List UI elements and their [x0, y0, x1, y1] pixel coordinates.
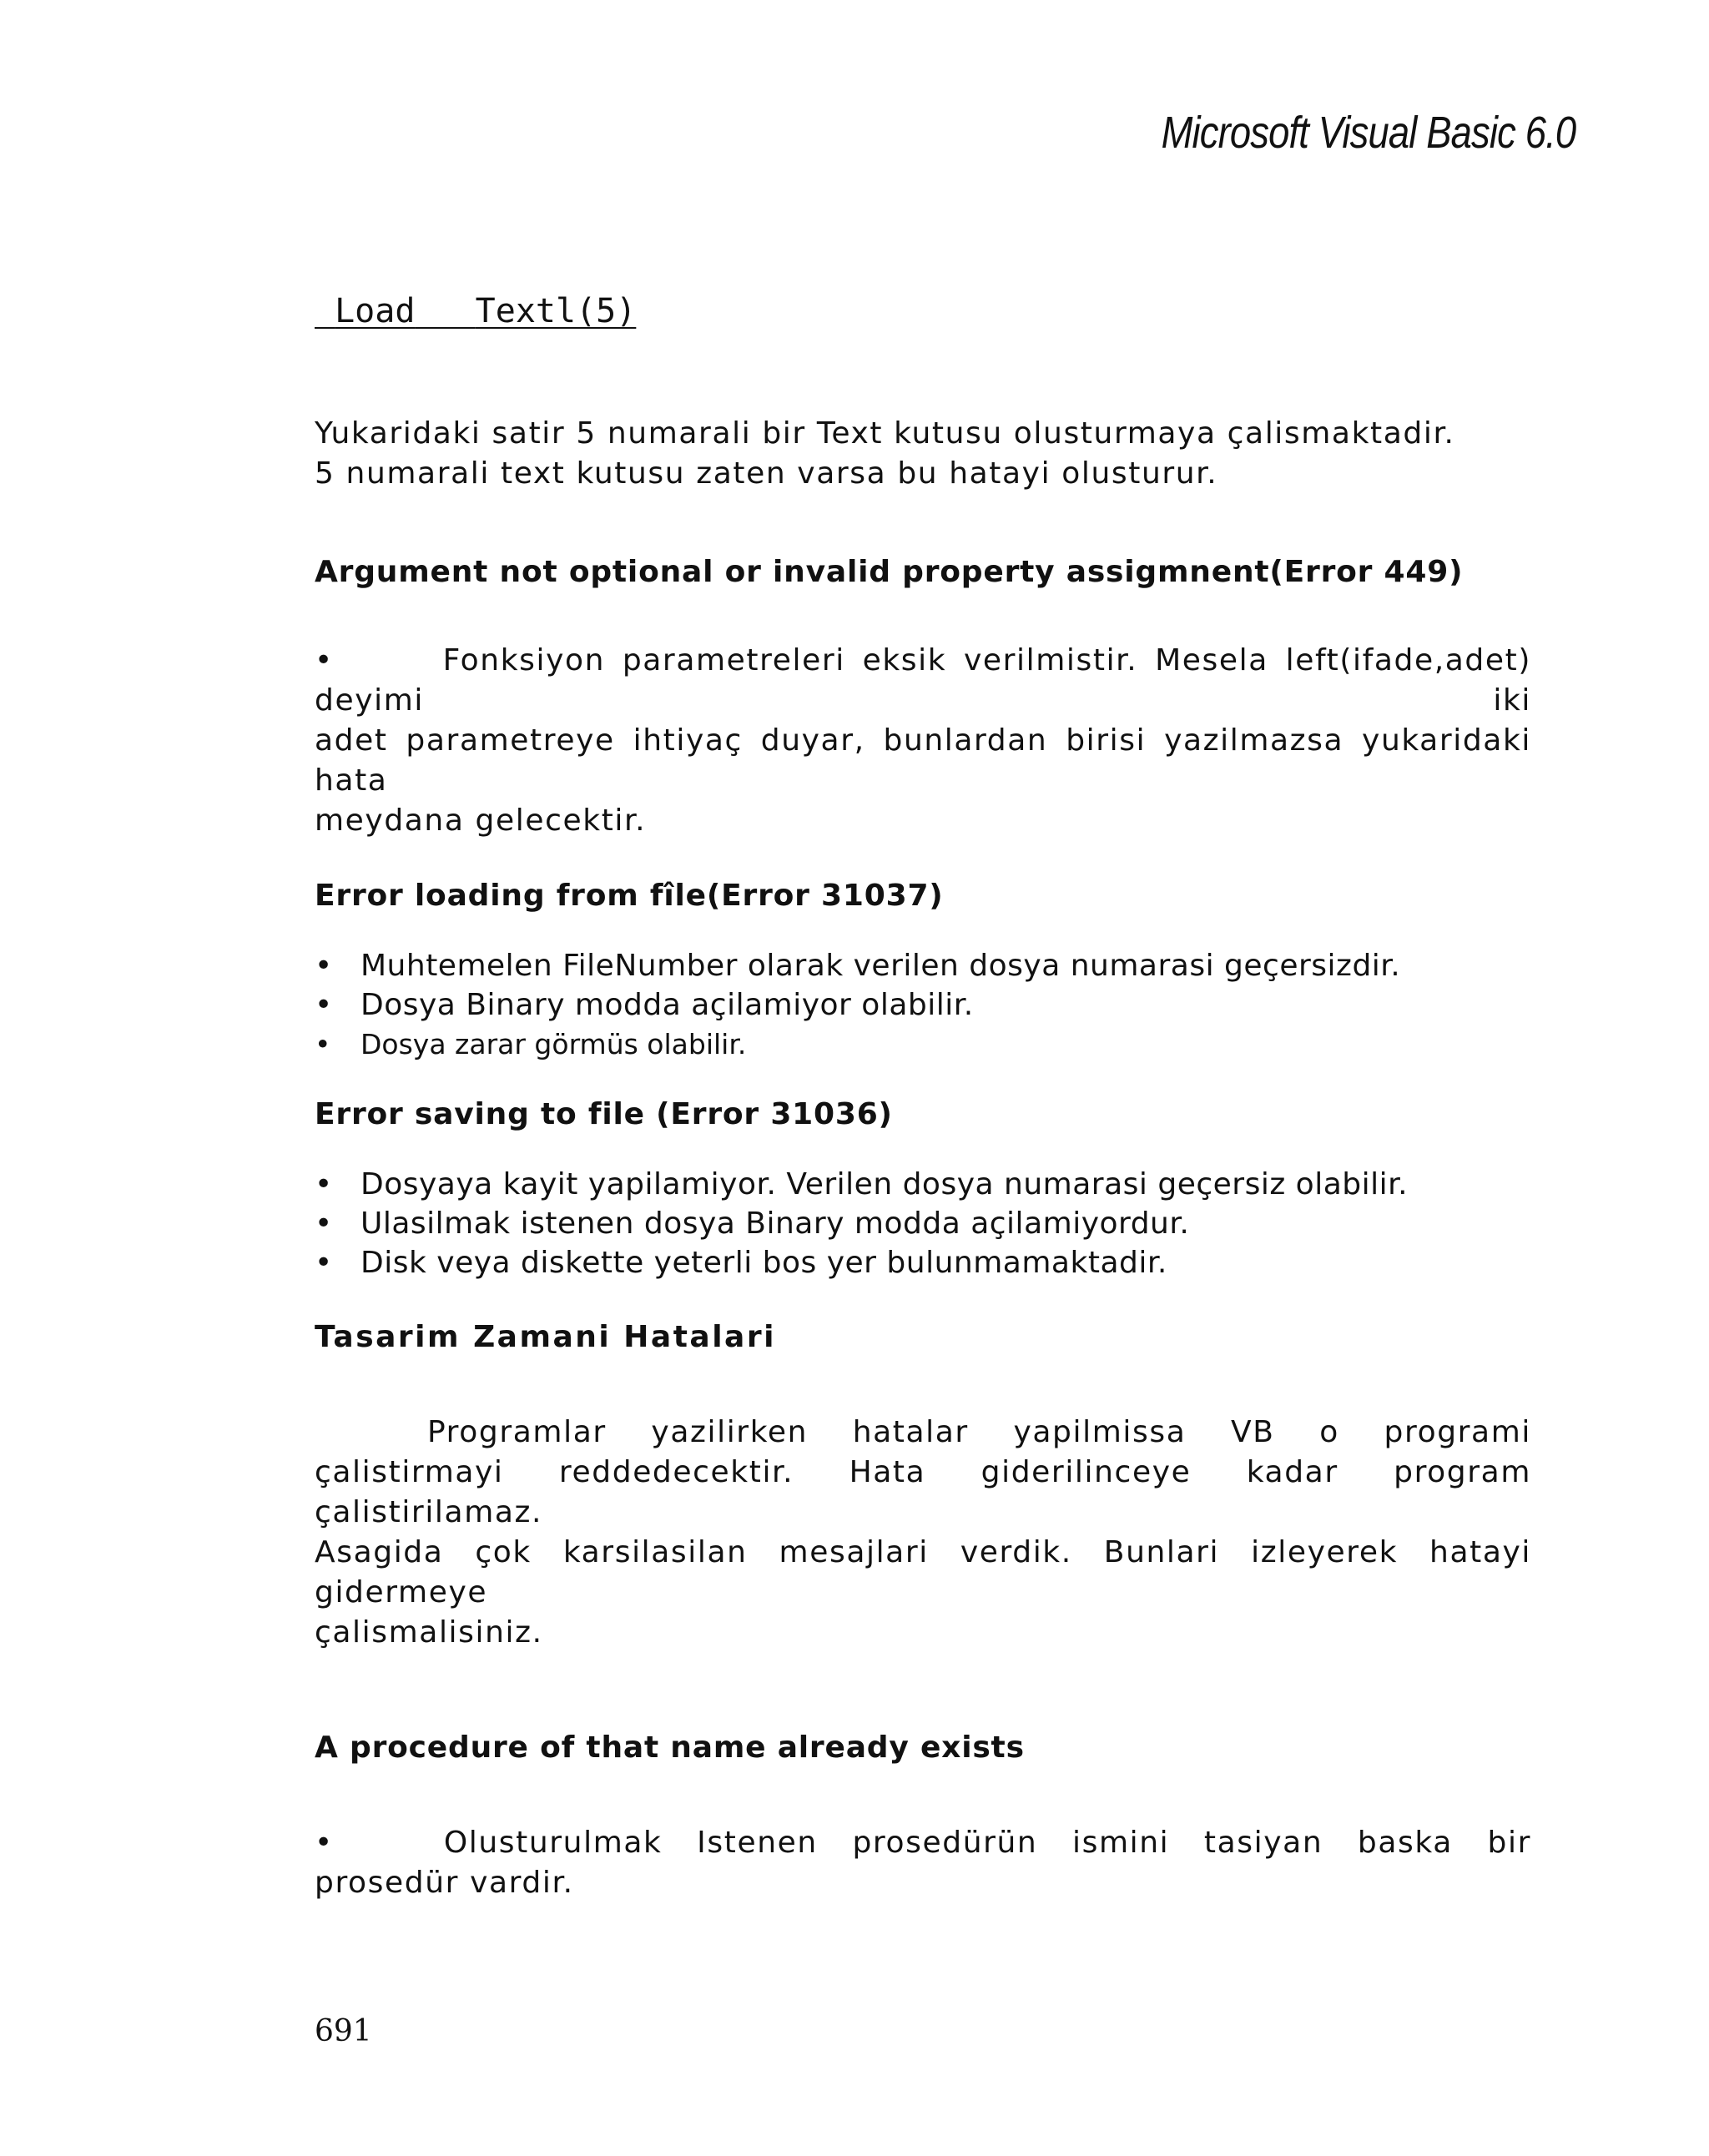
bullet-marker: • — [315, 1826, 334, 1860]
design-line-1 — [315, 1413, 1531, 1453]
error-449-text-1: Fonksiyon parametreleri eksik verilmistir. Mesela left(ifade,adet) — [442, 643, 1531, 678]
procedure-line-1 — [315, 1823, 1531, 1863]
design-line-4: çalismalisiniz. — [315, 1615, 543, 1650]
page-number: 691 — [315, 2014, 372, 2048]
bullet-dot-icon: • — [315, 1246, 333, 1280]
section-heading-error-31037: Error loading from fîle(Error 31037) — [315, 879, 944, 913]
list-item: • Muhtemelen FileNumber olarak verilen dosya numarasi geçersizdir. — [315, 946, 1531, 985]
error-449-description — [315, 641, 1531, 841]
design-line-3: Asagida çok karsilasilan mesajlari verdik. Bunlari izleyerek hatayi gidermeye — [315, 1535, 1531, 1609]
code-example — [315, 292, 1531, 330]
procedure-line-2: prosedür vardir. — [315, 1866, 574, 1900]
list-item: • Dosya Binary modda açilamiyor olabilir. — [315, 985, 1531, 1025]
error-449-line-3: adet parametreye ihtiyaç duyar, bunlardan birisi yazilmazsa yukaridaki — [315, 723, 1531, 758]
code-argument: Textl(5) — [475, 292, 637, 330]
error-31036-list — [315, 1165, 1531, 1282]
list-item: • Disk veya diskette yeterli bos yer bulunmamaktadir. — [315, 1243, 1531, 1282]
bullet-dot-icon: • — [315, 1206, 333, 1241]
bullet-marker: • — [315, 643, 334, 678]
bullet-dot-icon: • — [315, 1167, 333, 1201]
error-449-text-2-right: iki — [1493, 683, 1531, 718]
bullet-dot-icon: • — [315, 949, 333, 983]
procedure-text-1: Olusturulmak Istenen prosedürün ismini tasiyan baska bir — [443, 1826, 1531, 1860]
design-line-2: çalistirmayi reddedecektir. Hata giderilinceye kadar program çalistirilamaz. — [315, 1455, 1531, 1529]
error-449-text-2-left: deyimi — [315, 683, 424, 718]
error-449-line-1 — [315, 641, 1531, 681]
error-449-line-2 — [315, 681, 1531, 721]
list-item: • Ulasilmak istenen dosya Binary modda açilamiyordur. — [315, 1204, 1531, 1243]
error-31037-list — [315, 946, 1531, 1064]
design-text-1: Programlar yazilirken hatalar yapilmissa VB o programi — [427, 1415, 1531, 1449]
intro-line-1: Yukaridaki satir 5 numarali bir Text kutusu olusturmaya çalismaktadir. — [315, 416, 1455, 451]
procedure-exists-description — [315, 1823, 1531, 1903]
section-heading-error-449: Argument not optional or invalid property assigmnent(Error 449) — [315, 555, 1464, 589]
error-449-line-4: hata — [315, 763, 388, 798]
error-449-line-5: meydana gelecektir. — [315, 803, 647, 838]
section-heading-procedure-exists: A procedure of that name already exists — [315, 1730, 1025, 1765]
page-content — [315, 292, 1531, 1903]
intro-line-2: 5 numarali text kutusu zaten varsa bu hatayi olusturur. — [315, 456, 1218, 491]
code-keyword: Load — [335, 292, 416, 330]
section-heading-error-31036: Error saving to file (Error 31036) — [315, 1097, 893, 1131]
list-item: • Dosyaya kayit yapilamiyor. Verilen dosya numarasi geçersiz olabilir. — [315, 1165, 1531, 1204]
running-header-title: Microsoft Visual Basic 6.0 — [1161, 108, 1575, 158]
section-heading-design-time-errors: Tasarim Zamani Hatalari — [315, 1320, 776, 1354]
list-item: • Dosya zarar görmüs olabilir. — [315, 1025, 1531, 1064]
bullet-dot-icon: • — [315, 1028, 331, 1060]
design-time-errors-paragraph — [315, 1413, 1531, 1653]
bullet-dot-icon: • — [315, 988, 333, 1022]
